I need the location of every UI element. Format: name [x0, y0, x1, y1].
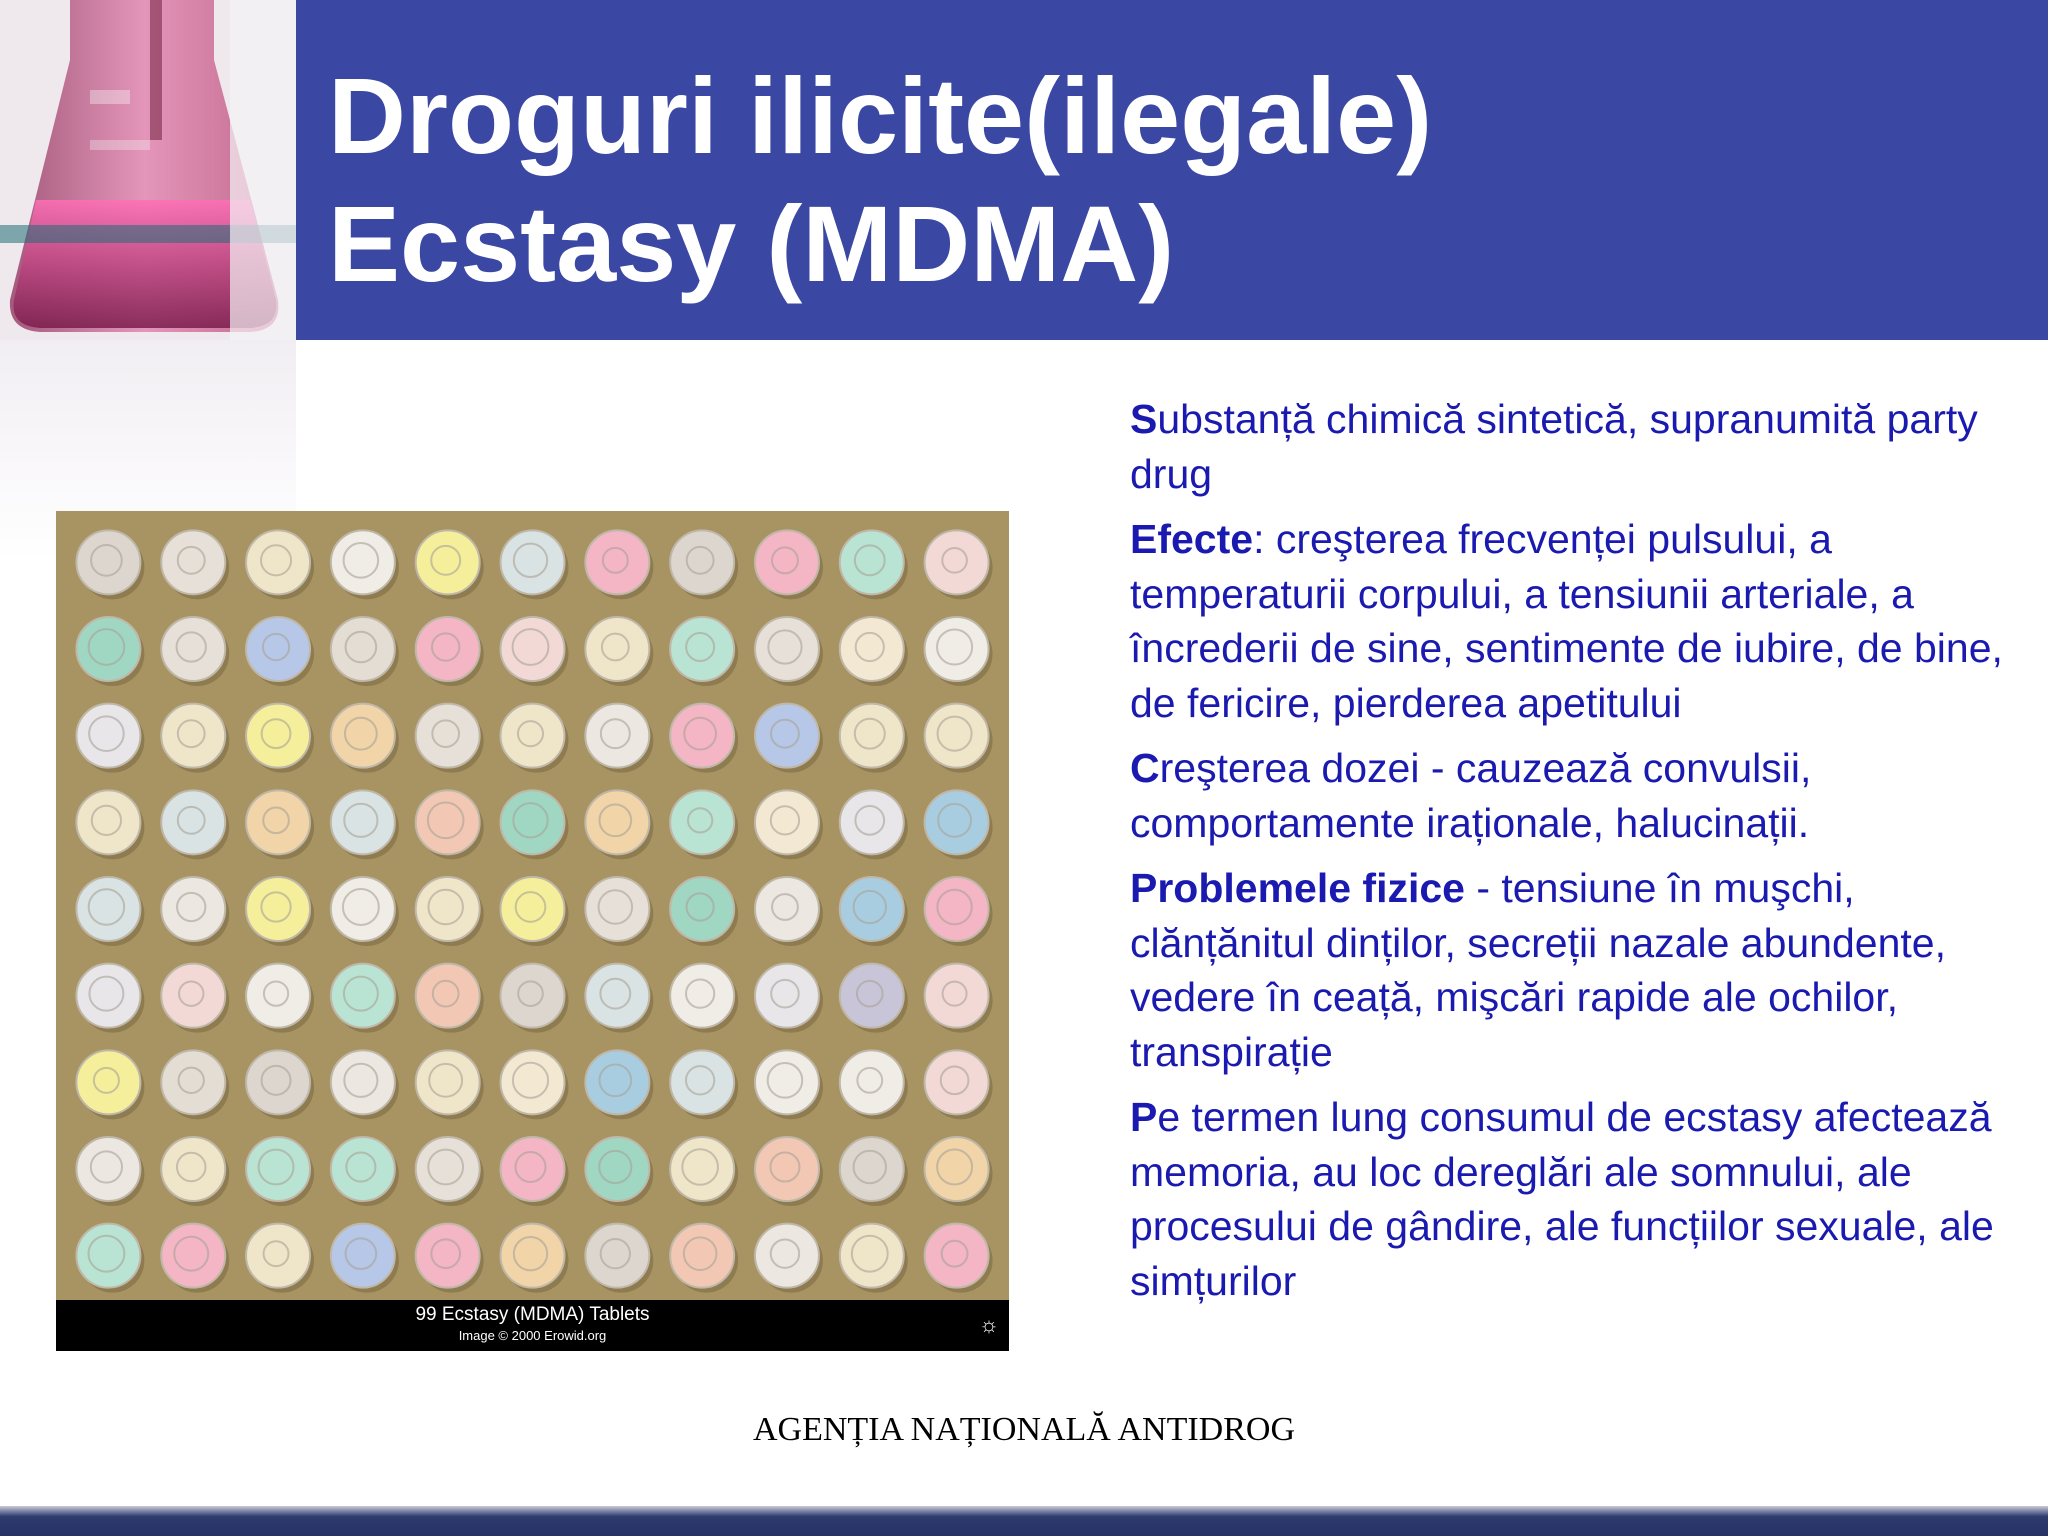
- tablet: [76, 1050, 144, 1119]
- tablet: [161, 704, 229, 773]
- bullet-item: [1130, 1090, 2010, 1308]
- tablet: [840, 1224, 908, 1293]
- tablet: [161, 877, 229, 946]
- tablet: [331, 617, 399, 686]
- tablet: [840, 877, 908, 946]
- tablet: [416, 704, 484, 773]
- tablet: [670, 1224, 738, 1293]
- bullet-item: [1130, 512, 2010, 730]
- tablet: [840, 790, 908, 859]
- tablet: [755, 1224, 823, 1293]
- bullet-text: : creşterea frecvenței pulsului, a temperaturii corpului, a tensiunii arteriale, a încrederii de sine, sentimente de iubire, de bine, de fericire, pierderea apetitului: [1130, 516, 2003, 726]
- tablet: [501, 1137, 569, 1206]
- tablet: [501, 1224, 569, 1293]
- footer-agency: AGENȚIA NAȚIONALĂ ANTIDROG: [752, 1411, 1296, 1448]
- tablet: [585, 1050, 653, 1119]
- tablet: [161, 1137, 229, 1206]
- tablet: [501, 790, 569, 859]
- tablet: [501, 704, 569, 773]
- tablet: [925, 617, 993, 686]
- tablet: [670, 964, 738, 1033]
- tablet: [755, 877, 823, 946]
- bullet-item: [1130, 741, 2010, 850]
- tablet: [161, 790, 229, 859]
- tablet: [755, 704, 823, 773]
- tablet-grid-image: [66, 519, 999, 1299]
- tablet: [416, 877, 484, 946]
- tablet: [755, 530, 823, 599]
- tablet: [840, 1137, 908, 1206]
- tablet: [76, 530, 144, 599]
- bullet-text: ubstanță chimică sintetică, supranumită party drug: [1130, 396, 1978, 497]
- tablet: [585, 617, 653, 686]
- tablet: [840, 530, 908, 599]
- tablet: [246, 790, 314, 859]
- flask-icon: [0, 0, 296, 340]
- tablet: [416, 1224, 484, 1293]
- tablet: [246, 964, 314, 1033]
- tablet: [585, 530, 653, 599]
- title-line-1: Droguri ilicite(ilegale): [328, 55, 1433, 176]
- tablet: [670, 1137, 738, 1206]
- tablet: [501, 964, 569, 1033]
- tablet: [585, 1137, 653, 1206]
- tablet: [416, 964, 484, 1033]
- tablet: [925, 530, 993, 599]
- tablet: [755, 617, 823, 686]
- tablet: [246, 1050, 314, 1119]
- tablet: [416, 1050, 484, 1119]
- bullet-item: [1130, 392, 2010, 501]
- tablet: [585, 1224, 653, 1293]
- tablet: [840, 617, 908, 686]
- tablet: [161, 1050, 229, 1119]
- tablet: [161, 530, 229, 599]
- bullet-item: [1130, 861, 2010, 1079]
- tablet: [501, 1050, 569, 1119]
- tablet: [925, 964, 993, 1033]
- tablet: [76, 964, 144, 1033]
- tablet: [501, 617, 569, 686]
- bullet-lead: P: [1130, 1094, 1158, 1140]
- tablet: [331, 1224, 399, 1293]
- tablet: [331, 1137, 399, 1206]
- tablet: [331, 530, 399, 599]
- tablet: [840, 964, 908, 1033]
- tablet: [670, 530, 738, 599]
- footer-bar: [0, 1506, 2048, 1536]
- tablet: [246, 1137, 314, 1206]
- tablet: [925, 790, 993, 859]
- tablet: [670, 617, 738, 686]
- tablet: [585, 877, 653, 946]
- tablet: [585, 704, 653, 773]
- tablet: [161, 617, 229, 686]
- bullet-lead: S: [1130, 396, 1158, 442]
- flask-illustration: [0, 0, 296, 340]
- bullet-text: e termen lung consumul de ecstasy afectează memoria, au loc dereglări ale somnului, ale procesului de gândire, ale funcțiilor sexuale, ale simțurilor: [1130, 1094, 1994, 1304]
- tablet: [670, 704, 738, 773]
- tablet: [416, 790, 484, 859]
- photo-caption: [56, 1300, 1009, 1351]
- tablet: [416, 617, 484, 686]
- tablet: [925, 1224, 993, 1293]
- tablet: [331, 877, 399, 946]
- bullet-text: reşterea dozei - cauzează convulsii, comportamente iraționale, halucinații.: [1130, 745, 1812, 846]
- tablet: [246, 617, 314, 686]
- bullet-text: - tensiune în muşchi, clănțănitul dinților, secreții nazale abundente, vedere în ceață, mişcări rapide ale ochilor, transpirație: [1130, 865, 1946, 1075]
- tablet: [76, 704, 144, 773]
- tablet: [585, 790, 653, 859]
- tablet: [501, 877, 569, 946]
- tablet: [755, 1050, 823, 1119]
- tablet: [416, 1137, 484, 1206]
- tablet: [755, 790, 823, 859]
- tablet: [76, 790, 144, 859]
- photo-caption-credit: Image © 2000 Erowid.org: [458, 1328, 607, 1343]
- tablet: [161, 964, 229, 1033]
- photo-caption-title: 99 Ecstasy (MDMA) Tablets: [415, 1304, 650, 1325]
- tablet: [755, 1137, 823, 1206]
- bullet-lead: C: [1130, 745, 1160, 791]
- bullet-list: [1130, 392, 2010, 1319]
- tablet: [925, 704, 993, 773]
- bullet-lead: Efecte: [1130, 516, 1254, 562]
- tablet: [76, 877, 144, 946]
- tablet: [585, 964, 653, 1033]
- title-line-2: Ecstasy (MDMA): [328, 183, 1175, 304]
- tablet: [246, 1224, 314, 1293]
- tablet: [246, 704, 314, 773]
- tablet: [76, 617, 144, 686]
- erowid-logo-icon: ☼: [978, 1312, 999, 1337]
- slide-title: [328, 52, 1432, 308]
- tablet: [246, 877, 314, 946]
- tablet: [331, 790, 399, 859]
- tablet: [925, 1137, 993, 1206]
- tablet: [246, 530, 314, 599]
- tablet: [670, 790, 738, 859]
- tablet: [925, 1050, 993, 1119]
- tablet: [755, 964, 823, 1033]
- tablet: [161, 1224, 229, 1293]
- ecstasy-tablets-photo: [56, 511, 1009, 1351]
- tablet: [925, 877, 993, 946]
- tablet: [840, 704, 908, 773]
- bullet-lead: Problemele fizice: [1130, 865, 1465, 911]
- tablet: [416, 530, 484, 599]
- tablet: [76, 1137, 144, 1206]
- tablet: [76, 1224, 144, 1293]
- tablet: [331, 1050, 399, 1119]
- tablet: [331, 964, 399, 1033]
- tablet: [670, 877, 738, 946]
- tablet: [670, 1050, 738, 1119]
- tablet: [331, 704, 399, 773]
- tablet: [840, 1050, 908, 1119]
- tablet: [501, 530, 569, 599]
